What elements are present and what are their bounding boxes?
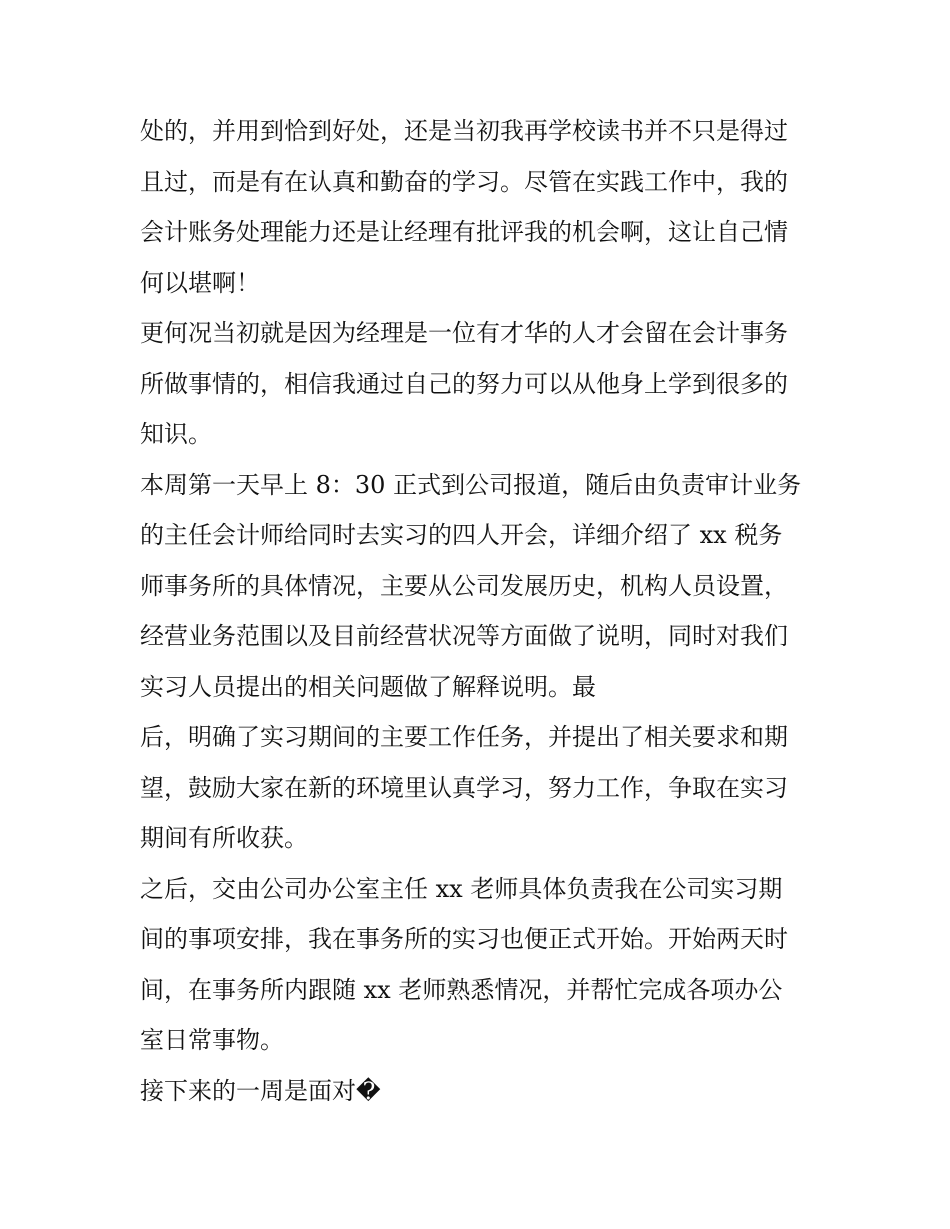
- paragraph-5: 之后，交由公司办公室主任 xx 老师具体负责我在公司实习期 间的事项安排，我在事务所的实习也便正式开始。开始两天时 间，在事务所内跟随 xx 老师熟悉情况，并帮忙完成各项办公 室日常事物。: [140, 874, 788, 1054]
- document-body: [140, 106, 820, 1116]
- paragraph-4: 后，明确了实习期间的主要工作任务，并提出了相关要求和期 望，鼓励大家在新的环境里认真学习，努力工作，争取在实习 期间有所收获。: [140, 723, 788, 852]
- paragraph-3: 本周第一天早上 8：30 正式到公司报道，随后由负责审计业务 的主任会计师给同时去实习的四人开会，详细介绍了 xx 税务 师事务所的具体情况，主要从公司发展历史，机构人员设置， 经营业务范围以及目前经营状况等方面做了说明，同时对我们 实习人员提出的相关问题做了解释说明。最: [140, 470, 802, 701]
- paragraph-2: 更何况当初就是因为经理是一位有才华的人才会留在会计事务 所做事情的，相信我通过自己的努力可以从他身上学到很多的 知识。: [140, 319, 788, 448]
- paragraph-1: 处的，并用到恰到好处，还是当初我再学校读书并不只是得过 且过，而是有在认真和勤奋的学习。尽管在实践工作中，我的 会计账务处理能力还是让经理有批评我的机会啊，这让自己情 何以堪啊！: [140, 117, 788, 297]
- paragraph-6: 接下来的一周是面对�: [140, 1076, 381, 1105]
